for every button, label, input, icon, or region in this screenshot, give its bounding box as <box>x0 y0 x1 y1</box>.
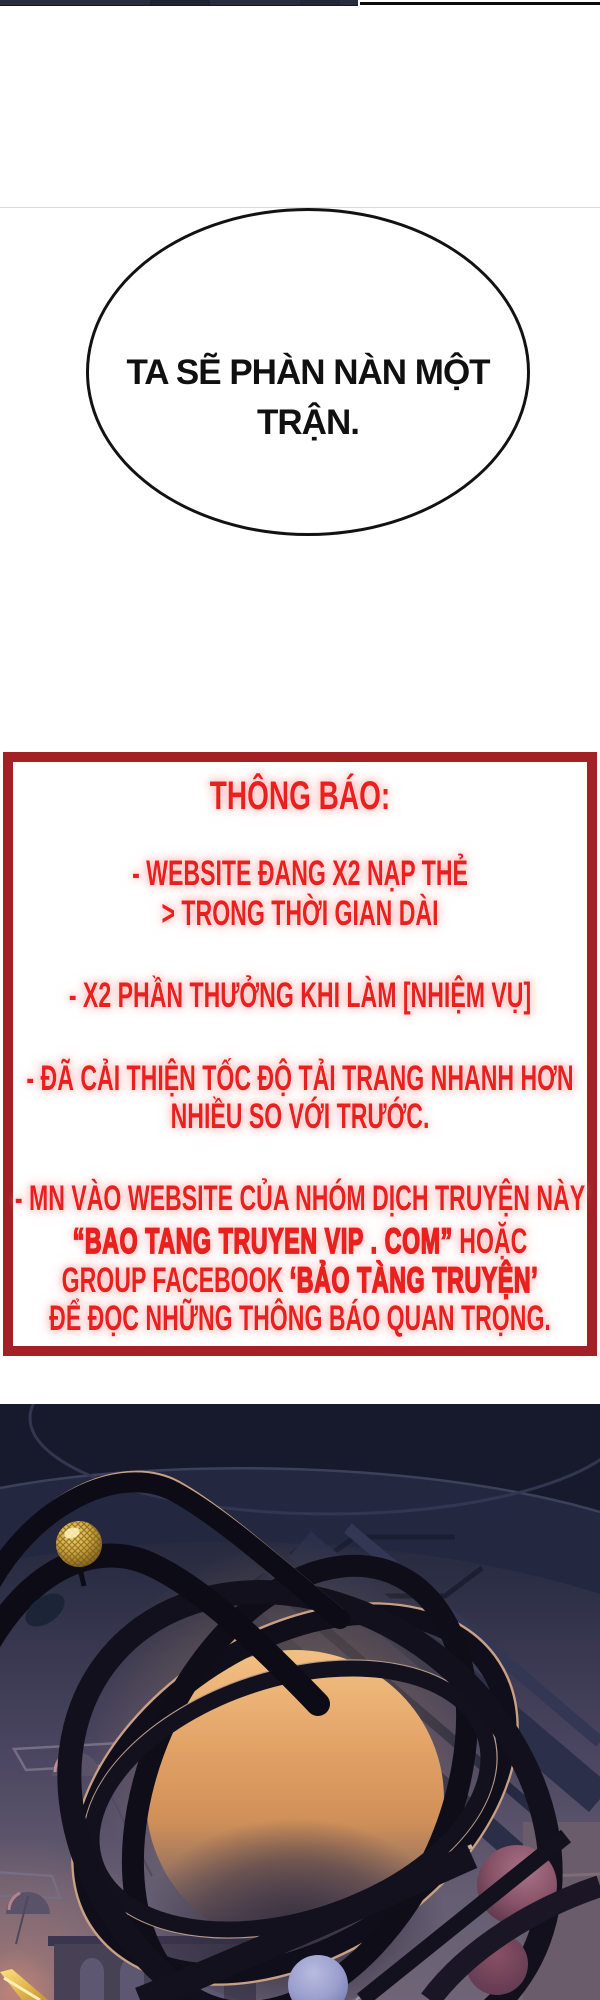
notice-box <box>3 752 597 1356</box>
previous-panel-segment <box>300 0 340 5</box>
notice-line-website-name <box>73 1222 528 1262</box>
website-name-rest: HOẶC <box>452 1222 528 1261</box>
speech-bubble-text-line-2: TRẬN. <box>257 403 359 442</box>
notice-line-speed-1: - ĐÃ CẢI THIỆN TỐC ĐỘ TẢI TRANG NHANH HƠN <box>26 1059 574 1098</box>
previous-panel-segment <box>150 0 210 5</box>
previous-panel-edge <box>0 0 600 6</box>
notice-line-website-x2: - WEBSITE ĐANG X2 NẠP THẺ <box>132 854 468 893</box>
website-name-highlight: “BAO TANG TRUYEN VIP . COM” <box>72 1222 453 1261</box>
notice-line-facebook-group <box>62 1261 539 1301</box>
notice-line-duration: > TRONG THỜI GIAN DÀI <box>161 894 439 933</box>
notice-line-reward: - X2 PHẦN THƯỞNG KHI LÀM [NHIỆM VỤ] <box>68 976 532 1015</box>
facebook-group-highlight: ‘BẢO TÀNG TRUYỆN’ <box>289 1261 539 1300</box>
notice-heading: THÔNG BÁO: <box>209 774 391 818</box>
speech-bubble <box>86 208 530 536</box>
facebook-prefix: GROUP FACEBOOK <box>61 1261 290 1300</box>
bottom-artwork-panel <box>0 1404 600 2000</box>
notice-line-visit: - MN VÀO WEBSITE CỦA NHÓM DỊCH TRUYỆN NÀY <box>14 1179 586 1218</box>
notice-line-speed-2: NHIỀU SO VỚI TRƯỚC. <box>170 1097 430 1136</box>
speech-bubble-text-line-1: TA SẼ PHÀN NÀN MỘT <box>126 353 490 392</box>
previous-panel-border-line <box>360 2 600 5</box>
notice-line-closing: ĐỂ ĐỌC NHỮNG THÔNG BÁO QUAN TRỌNG. <box>49 1299 551 1338</box>
